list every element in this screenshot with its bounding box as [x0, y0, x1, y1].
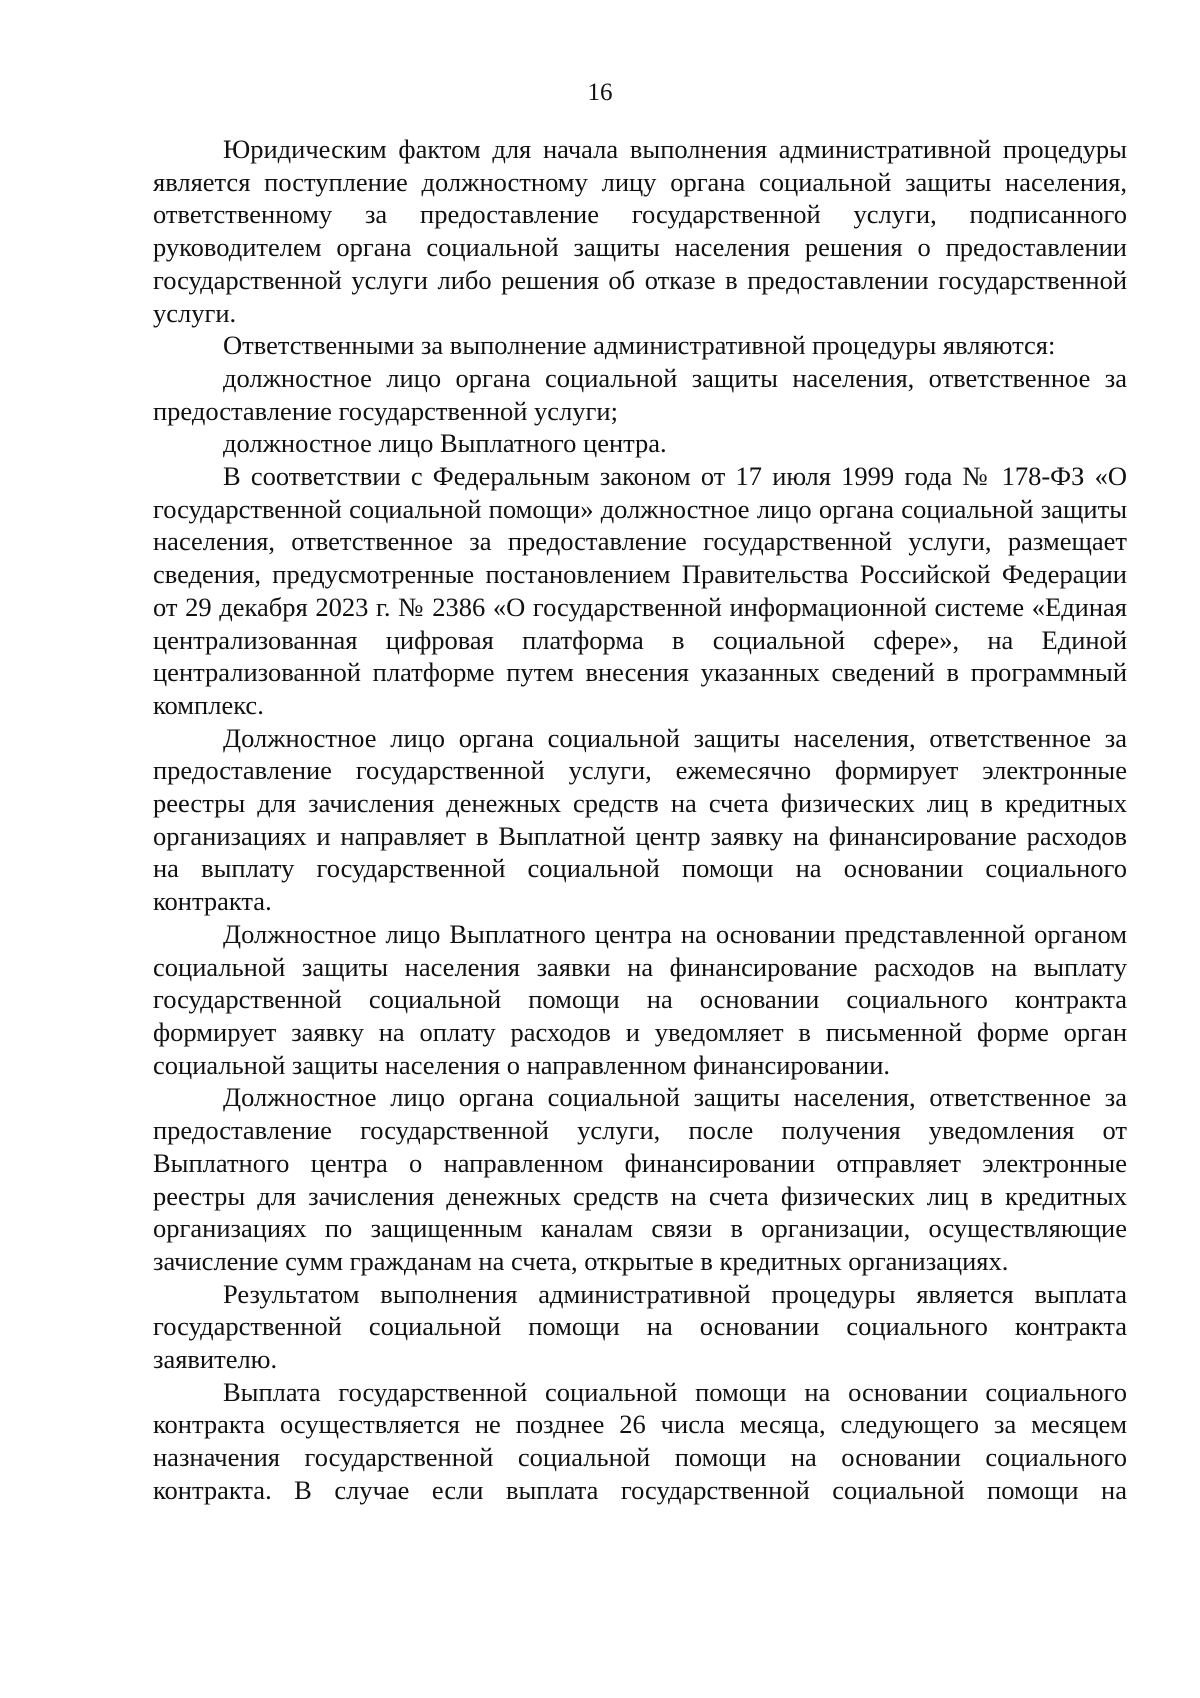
paragraph-procedure-result: Результатом выполнения административной процедуры является выплата государственной социальной помощи на основании социального контракта заявителю. [153, 1278, 1127, 1375]
paragraph-registers-transfer: Должностное лицо органа социальной защиты населения, ответственное за предоставление государственной услуги, после получения уведомления от Выплатного центра о направленном финансировании отправляет электронные реестры для зачисления денежных средств на счета физических лиц в кредитных организациях по защищенным каналам связи в организации, осуществляющие зачисление сумм гражданам на счета, открытые в кредитных организациях. [153, 1082, 1127, 1276]
paragraph-responsible-persons: Ответственными за выполнение административной процедуры являются: [223, 330, 1056, 361]
paragraph-legal-fact: Юридическим фактом для начала выполнения административной процедуры является поступление должностному лицу органа социальной защиты населения, ответственному за предоставление государственной услуги, подписанного руководителем органа социальной защиты населения решения о предоставлении государственной услуги либо решения об отказе в предоставлении государственной услуги. [153, 134, 1127, 328]
paragraph-responsible-official-social-protection: должностное лицо органа социальной защиты населения, ответственное за предоставление государственной услуги; [153, 362, 1127, 426]
paragraph-responsible-official-payment-center: должностное лицо Выплатного центра. [223, 428, 667, 459]
paragraph-federal-law-reference: В соответствии с Федеральным законом от 17 июля 1999 года № 178-ФЗ «О государственной социальной помощи» должностное лицо органа социальной защиты населения, ответственное за предоставление государственной услуги, размещает сведения, предусмотренные постановлением Правительства Российской Федерации от 29 декабря 2023 г. № 2386 «О государственной информационной системе «Единая централизованная цифровая платформа в социальной сфере», на Единой централизованной платформе путем внесения указанных сведений в программный комплекс. [153, 461, 1127, 720]
paragraph-payment-deadline: Выплата государственной социальной помощи на основании социального контракта осуществляется не позднее 26 числа месяца, следующего за месяцем назначения государственной социальной помощи на основании социального контракта. В случае если выплата государственной социальной помощи на [153, 1376, 1127, 1505]
document-body [153, 133, 1127, 1507]
paragraph-monthly-registers: Должностное лицо органа социальной защиты населения, ответственное за предоставление государственной услуги, ежемесячно формирует электронные реестры для зачисления денежных средств на счета физических лиц в кредитных организациях и направляет в Выплатной центр заявку на финансирование расходов на выплату государственной социальной помощи на основании социального контракта. [153, 722, 1127, 917]
paragraph-payment-center-request: Должностное лицо Выплатного центра на основании представленной органом социальной защиты населения заявки на финансирование расходов на выплату государственной социальной помощи на основании социального контракта формирует заявку на оплату расходов и уведомляет в письменной форме орган социальной защиты населения о направленном финансировании. [153, 918, 1127, 1080]
page-number: 16 [587, 79, 613, 106]
